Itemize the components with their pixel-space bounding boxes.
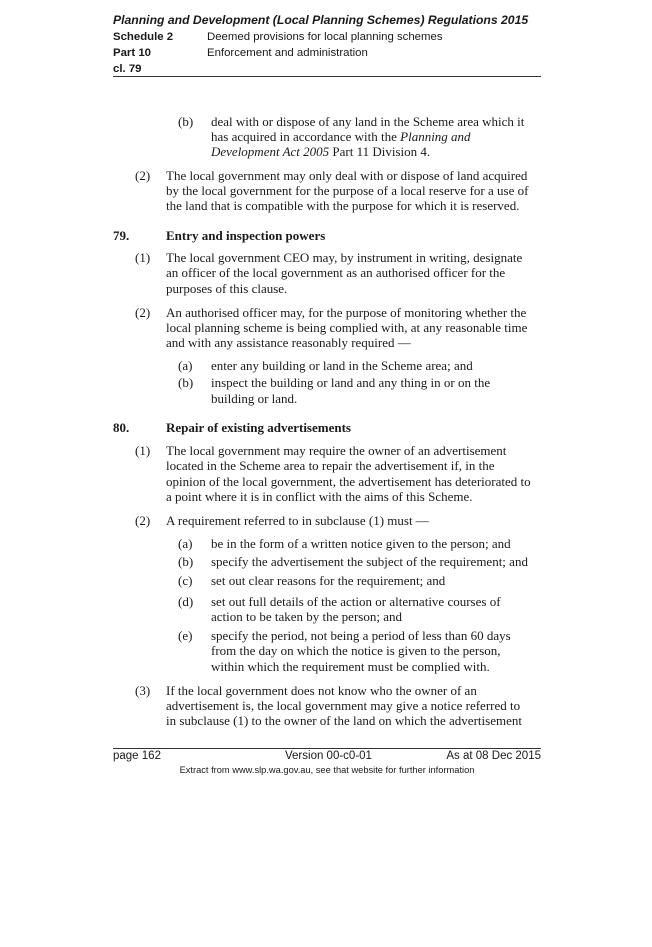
paragraph-line: inspect the building or land and any thing in or on the <box>211 375 491 390</box>
header-value: Enforcement and administration <box>207 47 368 59</box>
subclause-label: (2) <box>135 513 151 528</box>
paragraph-line: specify the advertisement the subject of the requirement; and <box>211 554 528 569</box>
paragraph-line <box>211 129 471 145</box>
page-number: page 162 <box>113 750 161 762</box>
running-header <box>113 12 541 77</box>
paragraph-label: (c) <box>178 573 193 588</box>
paragraph-label: (a) <box>178 358 193 373</box>
paragraph-line: action to be taken by the person; and <box>211 609 402 624</box>
subclause-line: The local government CEO may, by instrument in writing, designate <box>166 250 523 265</box>
paragraph-label: (b) <box>178 114 194 129</box>
subclause-line: an officer of the local government as an authorised officer for the <box>166 265 506 280</box>
subclause-label: (3) <box>135 683 151 698</box>
paragraph-line: within which the requirement must be complied with. <box>211 659 490 674</box>
section-heading: Repair of existing advertisements <box>166 420 351 435</box>
paragraph-line: from the day on which the notice is given to the person, <box>211 643 501 658</box>
act-name-italic: Development Act 2005 <box>211 144 330 159</box>
subclause-label: (2) <box>135 305 151 320</box>
section-number: 79. <box>113 228 130 243</box>
header-key: Part 10 <box>113 47 151 59</box>
extract-notice: Extract from www.slp.wa.gov.au, see that website for further information <box>179 765 475 775</box>
paragraph-line <box>211 144 430 160</box>
paragraph-label: (e) <box>178 628 193 643</box>
header-key: Schedule 2 <box>113 31 174 43</box>
header-value: Deemed provisions for local planning schemes <box>207 31 443 43</box>
header-key: cl. 79 <box>113 63 142 75</box>
subclause-label: (2) <box>135 168 151 183</box>
subclause-line: by the local government for the purpose of a local reserve for a use of <box>166 183 529 198</box>
paragraph-label: (b) <box>178 375 194 390</box>
paragraph-line: specify the period, not being a period of less than 60 days <box>211 628 511 643</box>
text-run: has acquired in accordance with the <box>211 129 401 144</box>
paragraph-line: building or land. <box>211 391 298 406</box>
paragraph-line: set out full details of the action or alternative courses of <box>211 594 501 609</box>
subclause-line: in subclause (1) to the owner of the land on which the advertisement <box>166 713 522 728</box>
section-heading: Entry and inspection powers <box>166 228 326 243</box>
text-run: Part 11 Division 4. <box>329 144 431 159</box>
subclause-line: located in the Scheme area to repair the advertisement if, in the <box>166 458 495 473</box>
paragraph-line: enter any building or land in the Scheme area; and <box>211 358 473 373</box>
subclause-line: local planning scheme is being complied with, at any reasonable time <box>166 320 528 335</box>
subclause-line: advertisement is, the local government may give a notice referred to <box>166 698 521 713</box>
section-number: 80. <box>113 420 130 435</box>
subclause-line: the land that is compatible with the purpose for which it is reserved. <box>166 198 520 213</box>
subclause-line: The local government may only deal with or dispose of land acquired <box>166 168 528 183</box>
header-row-clause <box>113 61 541 77</box>
paragraph-label: (d) <box>178 594 194 609</box>
paragraph-label: (a) <box>178 536 193 551</box>
subclause-label: (1) <box>135 250 151 265</box>
subclause-line: and with any assistance reasonably required — <box>166 335 411 350</box>
paragraph-line: deal with or dispose of any land in the Scheme area which it <box>211 114 525 129</box>
subclause-label: (1) <box>135 443 151 458</box>
header-row-schedule <box>113 29 541 45</box>
paragraph-line: be in the form of a written notice given to the person; and <box>211 536 511 551</box>
subclause-line: An authorised officer may, for the purpose of monitoring whether the <box>166 305 527 320</box>
regulation-title: Planning and Development (Local Planning Schemes) Regulations 2015 <box>113 13 529 27</box>
act-name-italic: Planning and <box>400 129 471 144</box>
header-divider <box>113 76 541 77</box>
paragraph-label: (b) <box>178 554 194 569</box>
as-at-date: As at 08 Dec 2015 <box>446 750 541 762</box>
subclause-line: a point where it is in conflict with the aims of this Scheme. <box>166 489 473 504</box>
subclause-line: purposes of this clause. <box>166 281 288 296</box>
version-label: Version 00-c0-01 <box>285 750 372 762</box>
paragraph-line: set out clear reasons for the requirement; and <box>211 573 446 588</box>
subclause-line: The local government may require the owner of an advertisement <box>166 443 507 458</box>
subclause-line: A requirement referred to in subclause (1) must — <box>166 513 429 528</box>
header-row-part <box>113 45 541 61</box>
subclause-line: opinion of the local government, the advertisement has deteriorated to <box>166 474 531 489</box>
subclause-line: If the local government does not know who the owner of an <box>166 683 477 698</box>
